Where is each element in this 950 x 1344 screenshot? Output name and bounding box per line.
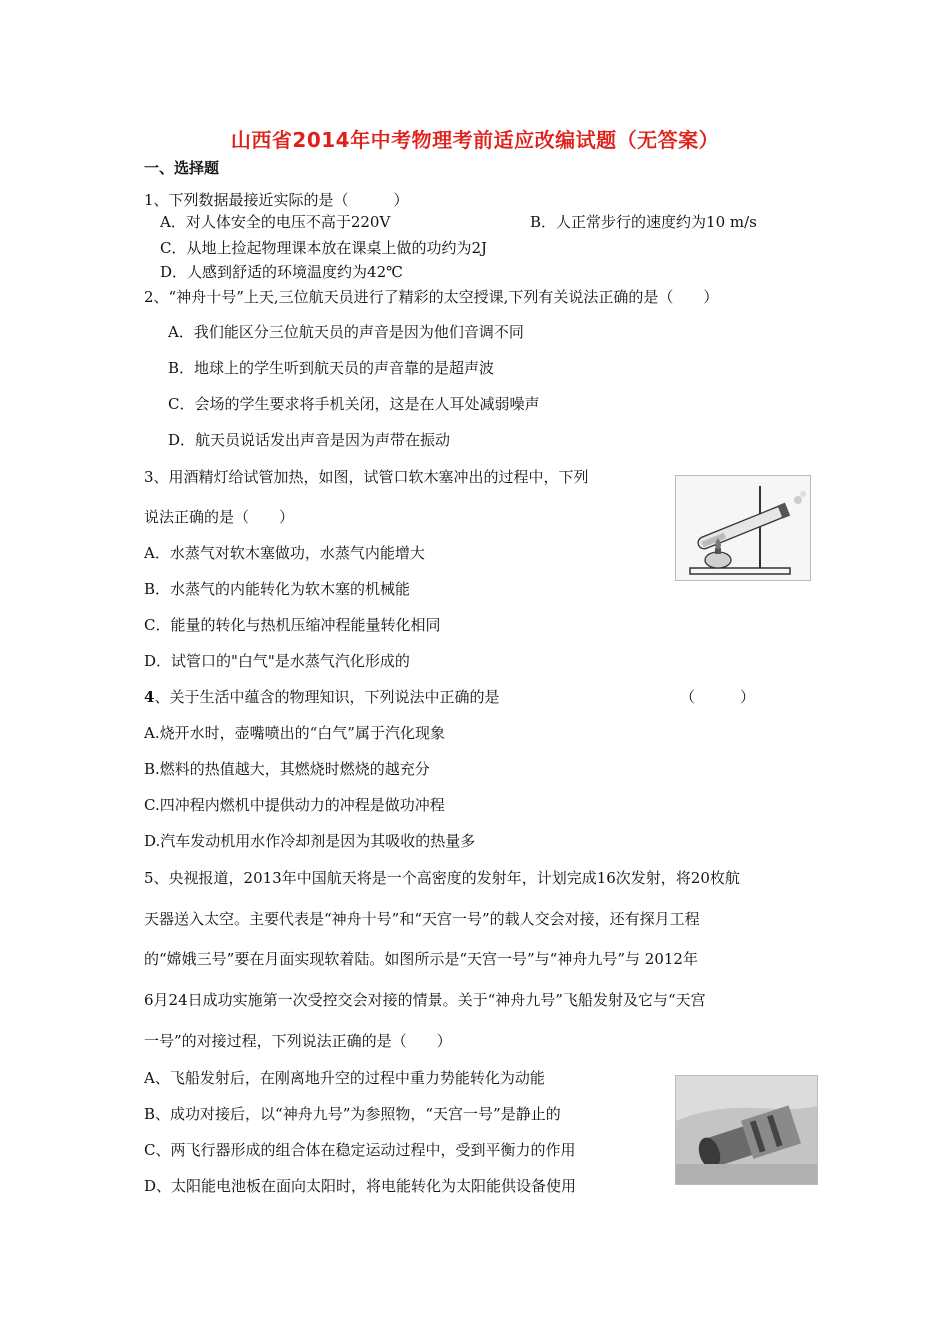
q1-option-b: B．人正常步行的速度约为10 m/s: [530, 213, 757, 231]
q4-option-b: B.燃料的热值越大，其燃烧时燃烧的越充分: [144, 760, 430, 778]
q4-stem: [144, 687, 499, 707]
q3-option-a: A．水蒸气对软木塞做功，水蒸气内能增大: [144, 544, 425, 562]
q3-stem-line1: 3、用酒精灯给试管加热，如图，试管口软木塞冲出的过程中，下列: [144, 468, 589, 486]
section-heading: 一、选择题: [144, 159, 220, 177]
page-title: 山西省2014年中考物理考前适应改编试题（无答案）: [230, 128, 720, 152]
q5-stem-line3: 的“嫦娥三号”要在月面实现软着陆。如图所示是“天宫一号”与“神舟九号”与 2012年: [144, 950, 698, 968]
q5-stem-line2: 天器送入太空。主要代表是“神舟十号”和“天宫一号”的载人交会对接，还有探月工程: [144, 910, 700, 928]
q2-option-c: C．会场的学生要求将手机关闭，这是在人耳处减弱噪声: [168, 395, 540, 413]
q3-option-b: B．水蒸气的内能转化为软木塞的机械能: [144, 580, 411, 598]
q5-stem-line1: 5、央视报道，2013年中国航天将是一个高密度的发射年，计划完成16次发射，将20枚航: [144, 869, 740, 887]
q2-option-b: B．地球上的学生听到航天员的声音靠的是超声波: [168, 359, 495, 377]
q4-option-a: A.烧开水时，壶嘴喷出的“白气”属于汽化现象: [144, 724, 445, 742]
q1-option-c: C．从地上捡起物理课本放在课桌上做的功约为2J: [160, 239, 488, 257]
test-tube-figure: [675, 475, 811, 581]
q5-option-b: B、成功对接后，以“神舟九号”为参照物，“天宫一号”是静止的: [144, 1105, 561, 1123]
q4-option-d: D.汽车发动机用水作冷却剂是因为其吸收的热量多: [144, 832, 476, 850]
spacecraft-photo-icon: [676, 1076, 817, 1184]
q4-option-c: C.四冲程内燃机中提供动力的冲程是做功冲程: [144, 796, 445, 814]
q4-answer-paren: （ ）: [680, 688, 756, 706]
q1-option-a: A．对人体安全的电压不高于220V: [160, 213, 391, 231]
test-tube-apparatus-icon: [676, 476, 810, 580]
spacecraft-docking-figure: [675, 1075, 818, 1185]
q2-stem: 2、“神舟十号”上天,三位航天员进行了精彩的太空授课,下列有关说法正确的是（ ）: [144, 288, 719, 306]
q3-option-c: C．能量的转化与热机压缩冲程能量转化相同: [144, 616, 441, 634]
q2-option-d: D．航天员说话发出声音是因为声带在振动: [168, 431, 451, 449]
q3-option-d: D．试管口的"白气"是水蒸气汽化形成的: [144, 652, 410, 670]
q5-option-c: C、两飞行器形成的组合体在稳定运动过程中，受到平衡力的作用: [144, 1141, 576, 1159]
q4-number: 4: [144, 688, 155, 706]
q5-option-a: A、飞船发射后，在刚离地升空的过程中重力势能转化为动能: [144, 1069, 545, 1087]
q3-stem-line2: 说法正确的是（ ）: [144, 508, 295, 526]
q2-option-a: A．我们能区分三位航天员的声音是因为他们音调不同: [168, 323, 524, 341]
q4-stem-text: 、关于生活中蕴含的物理知识，下列说法中正确的是: [154, 688, 500, 706]
q5-option-d: D、太阳能电池板在面向太阳时，将电能转化为太阳能供设备使用: [144, 1177, 577, 1195]
q5-stem-line4: 6月24日成功实施第一次受控交会对接的情景。关于“神舟九号”飞船发射及它与“天宫: [144, 991, 706, 1009]
q5-stem-line5: 一号”的对接过程，下列说法正确的是（ ）: [144, 1032, 452, 1050]
q1-option-d: D．人感到舒适的环境温度约为42℃: [160, 263, 403, 281]
q1-stem: 1、下列数据最接近实际的是（ ）: [144, 191, 409, 209]
